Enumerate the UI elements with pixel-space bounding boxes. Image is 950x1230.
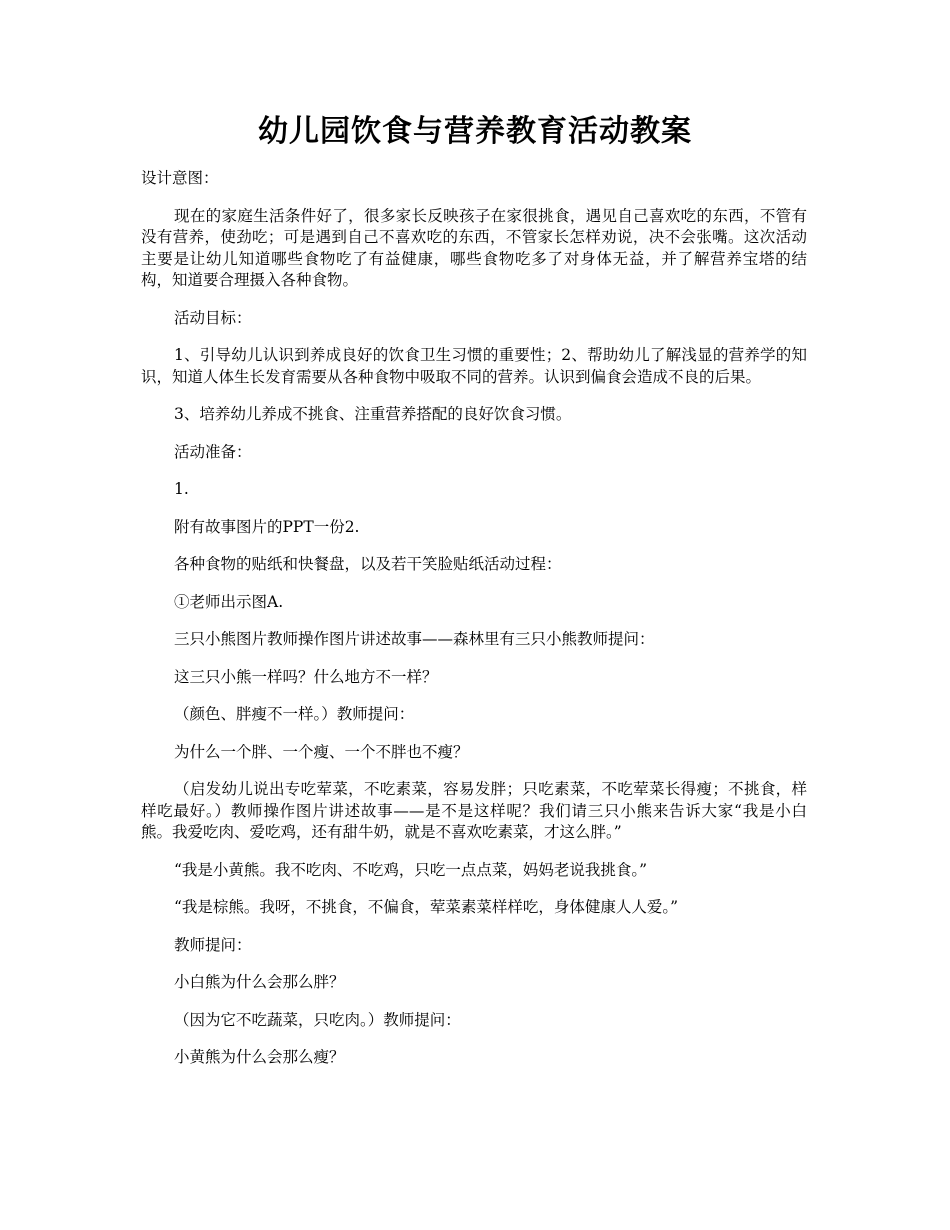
paragraph-question-white-bear: 小白熊为什么会那么胖？ <box>174 973 345 991</box>
paragraph-question-2: 为什么一个胖、一个瘦、一个不胖也不瘦？ <box>174 742 469 761</box>
paragraph-goals-1-2: 1、引导幼儿认识到养成良好的饮食卫生习惯的重要性；2、帮助幼儿了解浅显的营养学的知识，知道人体生长发育需要从各种食物中吸取不同的营养。认识到偏食会造成不良的后果。 <box>141 346 807 386</box>
section-heading-preparation: 活动准备： <box>174 442 252 461</box>
paragraph-answer-white-bear: （因为它不吃蔬菜，只吃肉。）教师提问： <box>174 1010 461 1029</box>
paragraph-prep-stickers: 各种食物的贴纸和快餐盘，以及若干笑脸贴纸活动过程： <box>174 555 562 573</box>
paragraph-prep-1: 1. <box>174 480 189 498</box>
paragraph-yellow-bear-quote: “我是小黄熊。我不吃肉、不吃鸡，只吃一点点菜，妈妈老说我挑食。” <box>174 860 648 879</box>
paragraph-teacher-asks: 教师提问： <box>174 935 252 954</box>
document-body <box>141 168 807 1085</box>
document-title: 幼儿园饮食与营养教育活动教案 <box>258 114 692 149</box>
paragraph-answer-1: （颜色、胖瘦不一样。）教师提问： <box>174 705 415 723</box>
section-heading-design-intent: 设计意图： <box>141 169 219 187</box>
paragraph-step-1: ①老师出示图A. <box>174 592 284 611</box>
section-heading-goals: 活动目标： <box>174 308 252 327</box>
paragraph-design-intent: 现在的家庭生活条件好了，很多家长反映孩子在家很挑食，遇见自己喜欢吃的东西，不管有没有营养，使劲吃；可是遇到自己不喜欢吃的东西，不管家长怎样劝说，决不会张嘴。这次活动主要是让幼儿知道哪些食物吃了有益健康，哪些食物吃多了对身体无益，并了解营养宝塔的结构，知道要合理摄入各种食物。 <box>141 206 807 289</box>
paragraph-question-1: 这三只小熊一样吗？什么地方不一样？ <box>174 667 438 686</box>
paragraph-goal-3: 3、培养幼儿养成不挑食、注重营养搭配的良好饮食习惯。 <box>174 405 572 423</box>
paragraph-prep-ppt: 附有故事图片的PPT一份2. <box>174 517 360 536</box>
paragraph-answer-2: （启发幼儿说出专吃荤菜，不吃素菜，容易发胖；只吃素菜，不吃荤菜长得瘦；不挑食，样样吃最好。）教师操作图片讲述故事——是不是这样呢？我们请三只小熊来告诉大家“我是小白熊。我爱吃肉、爱吃鸡，还有甜牛奶，就是不喜欢吃素菜，才这么胖。” <box>141 780 807 841</box>
paragraph-brown-bear-quote: “我是棕熊。我呀，不挑食，不偏食，荤菜素菜样样吃，身体健康人人爱。” <box>174 898 679 916</box>
paragraph-story-intro: 三只小熊图片教师操作图片讲述故事——森林里有三只小熊教师提问： <box>174 630 655 648</box>
paragraph-question-yellow-bear: 小黄熊为什么会那么瘦？ <box>174 1048 345 1066</box>
